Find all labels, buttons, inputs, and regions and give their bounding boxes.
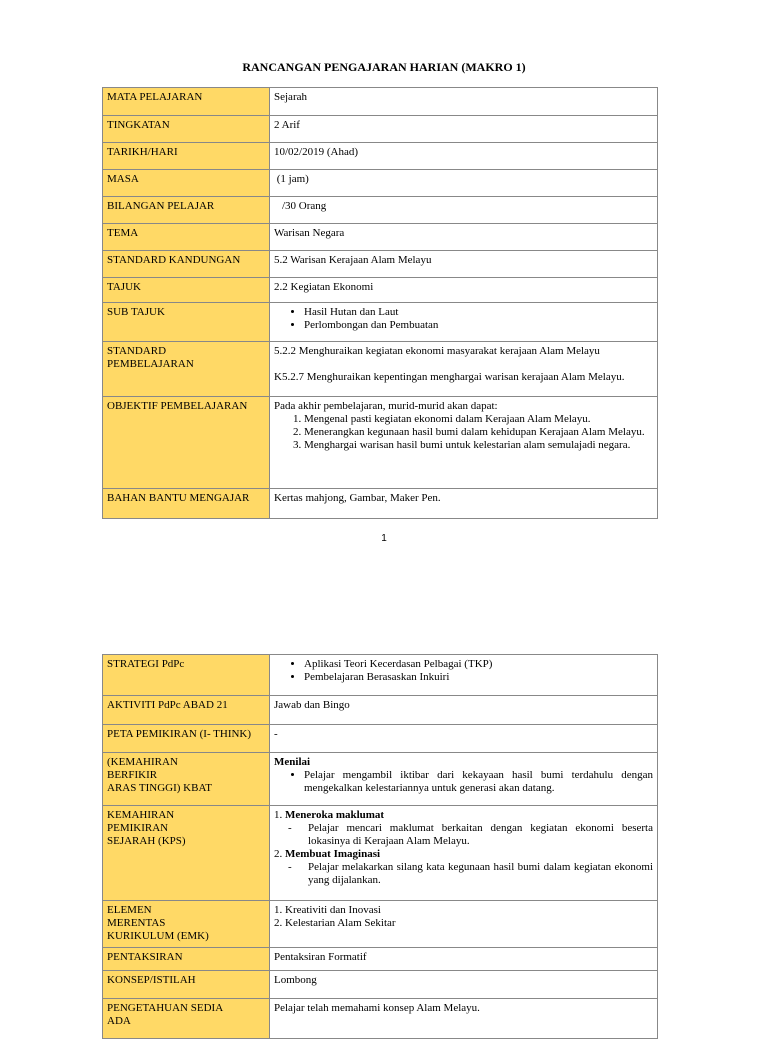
label-kbat — [103, 753, 270, 806]
label-emk — [103, 901, 270, 948]
dash-marker: - — [288, 822, 292, 834]
list-item: • Pembelajaran Berasaskan Inkuiri — [304, 671, 653, 684]
label-standard-kandungan: STANDARD KANDUNGAN — [103, 251, 270, 278]
row-tarikh — [103, 143, 658, 170]
row-tajuk — [103, 278, 658, 303]
row-tema — [103, 224, 658, 251]
value-bilangan-pelajar: /30 Orang — [282, 200, 327, 212]
label-strategi: STRATEGI PdPc — [103, 655, 270, 696]
value-standard-kandungan: 5.2 Warisan Kerajaan Alam Melayu — [270, 251, 658, 278]
value-masa: (1 jam) — [270, 170, 658, 197]
row-kbat — [103, 753, 658, 806]
row-emk — [103, 901, 658, 948]
label-objektif: OBJEKTIF PEMBELAJARAN — [103, 397, 270, 489]
value-tema: Warisan Negara — [270, 224, 658, 251]
value-emk — [270, 901, 658, 948]
value-konsep: Lombong — [270, 971, 658, 999]
row-standard-pembelajaran — [103, 342, 658, 397]
list-item: 1. Mengenal pasti kegiatan ekonomi dalam Kerajaan Alam Melayu. — [304, 413, 653, 426]
label-line: PENGETAHUAN SEDIA — [107, 1002, 224, 1014]
label-line: ADA — [107, 1015, 131, 1027]
value-peta: - — [270, 725, 658, 753]
label-text: (KEMAHIRAN BERFIKIR — [107, 756, 178, 781]
label-pengetahuan — [103, 999, 270, 1039]
kps-detail-text: Pelajar melakarkan silang kata kegunaan hasil bumi dalam kegiatan ekonomi yang dijalankan. — [308, 861, 653, 886]
kps-heading-2 — [274, 848, 653, 861]
kbat-heading: Menilai — [274, 756, 311, 768]
label-tingkatan: TINGKATAN — [103, 116, 270, 143]
list-item: • Pelajar mengambil iktibar dari kekayaan hasil bumi terdahulu dengan mengekalkan kelestariannya untuk generasi akan datang. — [304, 769, 653, 795]
value-kbat — [270, 753, 658, 806]
label-line: SEJARAH (KPS) — [107, 835, 186, 847]
label-tarikh: TARIKH/HARI — [103, 143, 270, 170]
list-item: • Perlombongan dan Pembuatan — [304, 319, 653, 332]
label-line: ARAS TINGGI) KBAT — [107, 782, 212, 794]
value-tarikh: 10/02/2019 (Ahad) — [270, 143, 658, 170]
row-pentaksiran — [103, 948, 658, 971]
value-bahan: Kertas mahjong, Gambar, Maker Pen. — [270, 489, 658, 519]
row-mata-pelajaran — [103, 88, 658, 116]
list-item: 2. Menerangkan kegunaan hasil bumi dalam kehidupan Kerajaan Alam Melayu. — [304, 426, 653, 439]
label-peta: PETA PEMIKIRAN (I- THINK) — [103, 725, 270, 753]
list-item: • Aplikasi Teori Kecerdasan Pelbagai (TKP) — [304, 658, 653, 671]
text-line: 5.2.2 Menghuraikan kegiatan ekonomi masyarakat kerajaan Alam Melayu — [274, 345, 600, 357]
row-objektif — [103, 397, 658, 489]
label-line: PEMBELAJARAN — [107, 358, 194, 370]
list-item: • Hasil Hutan dan Laut — [304, 306, 653, 319]
text-line: 1. Kreativiti dan Inovasi — [274, 904, 381, 916]
kps-detail-1 — [274, 822, 653, 848]
label-line — [107, 756, 265, 782]
objektif-intro: Pada akhir pembelajaran, murid-murid akan dapat: — [274, 400, 498, 412]
row-pengetahuan — [103, 999, 658, 1039]
row-masa — [103, 170, 658, 197]
value-pengetahuan: Pelajar telah memahami konsep Alam Melayu. — [270, 999, 658, 1039]
row-standard-kandungan — [103, 251, 658, 278]
label-bilangan-pelajar: BILANGAN PELAJAR — [103, 197, 270, 224]
label-line: STANDARD — [107, 345, 167, 357]
row-peta — [103, 725, 658, 753]
label-line: KEMAHIRAN PEMIKIRAN — [107, 809, 175, 834]
row-konsep — [103, 971, 658, 999]
row-sub-tajuk — [103, 303, 658, 342]
label-kps — [103, 806, 270, 901]
row-tingkatan — [103, 116, 658, 143]
list-item: 3. Menghargai warisan hasil bumi untuk kelestarian alam semulajadi negara. — [304, 439, 653, 452]
value-pentaksiran: Pentaksiran Formatif — [270, 948, 658, 971]
label-sub-tajuk: SUB TAJUK — [103, 303, 270, 342]
value-mata-pelajaran: Sejarah — [270, 88, 658, 116]
lesson-plan-table-2 — [102, 654, 658, 1039]
value-tingkatan: 2 Arif — [270, 116, 658, 143]
value-sub-tajuk — [270, 303, 658, 342]
page-number: 1 — [381, 533, 387, 544]
text-line: K5.2.7 Menghuraikan kepentingan menghargai warisan kerajaan Alam Melayu. — [274, 371, 625, 383]
page-title: RANCANGAN PENGAJARAN HARIAN (MAKRO 1) — [242, 60, 526, 74]
value-kps — [270, 806, 658, 901]
value-bilangan-cell — [270, 197, 658, 224]
row-kps — [103, 806, 658, 901]
kps-heading-1 — [274, 809, 653, 822]
label-masa: MASA — [103, 170, 270, 197]
text-line: 2. Kelestarian Alam Sekitar — [274, 917, 396, 929]
kps-heading-text: Meneroka maklumat — [285, 809, 385, 821]
label-konsep: KONSEP/ISTILAH — [103, 971, 270, 999]
value-objektif — [270, 397, 658, 489]
value-strategi — [270, 655, 658, 696]
label-tajuk: TAJUK — [103, 278, 270, 303]
value-tajuk: 2.2 Kegiatan Ekonomi — [270, 278, 658, 303]
label-aktiviti: AKTIVITI PdPc ABAD 21 — [103, 696, 270, 725]
label-mata-pelajaran: MATA PELAJARAN — [103, 88, 270, 116]
lesson-plan-table-1 — [102, 87, 658, 519]
label-line: ELEMEN MERENTAS — [107, 904, 166, 929]
value-aktiviti: Jawab dan Bingo — [270, 696, 658, 725]
kps-detail-text: Pelajar mencari maklumat berkaitan dengan kegiatan ekonomi beserta lokasinya di Kerajaan Alam Melayu. — [308, 822, 653, 847]
label-tema: TEMA — [103, 224, 270, 251]
kps-num: 2. — [274, 848, 283, 860]
label-pentaksiran: PENTAKSIRAN — [103, 948, 270, 971]
dash-marker: - — [288, 861, 292, 873]
row-bahan — [103, 489, 658, 519]
row-strategi — [103, 655, 658, 696]
kps-detail-2 — [274, 861, 653, 887]
kps-num: 1. — [274, 809, 283, 821]
row-bilangan-pelajar — [103, 197, 658, 224]
label-line: KURIKULUM (EMK) — [107, 930, 209, 942]
label-bahan: BAHAN BANTU MENGAJAR — [103, 489, 270, 519]
kps-heading-text: Membuat Imaginasi — [285, 848, 381, 860]
value-standard-pembelajaran — [270, 342, 658, 397]
label-standard-pembelajaran — [103, 342, 270, 397]
row-aktiviti — [103, 696, 658, 725]
